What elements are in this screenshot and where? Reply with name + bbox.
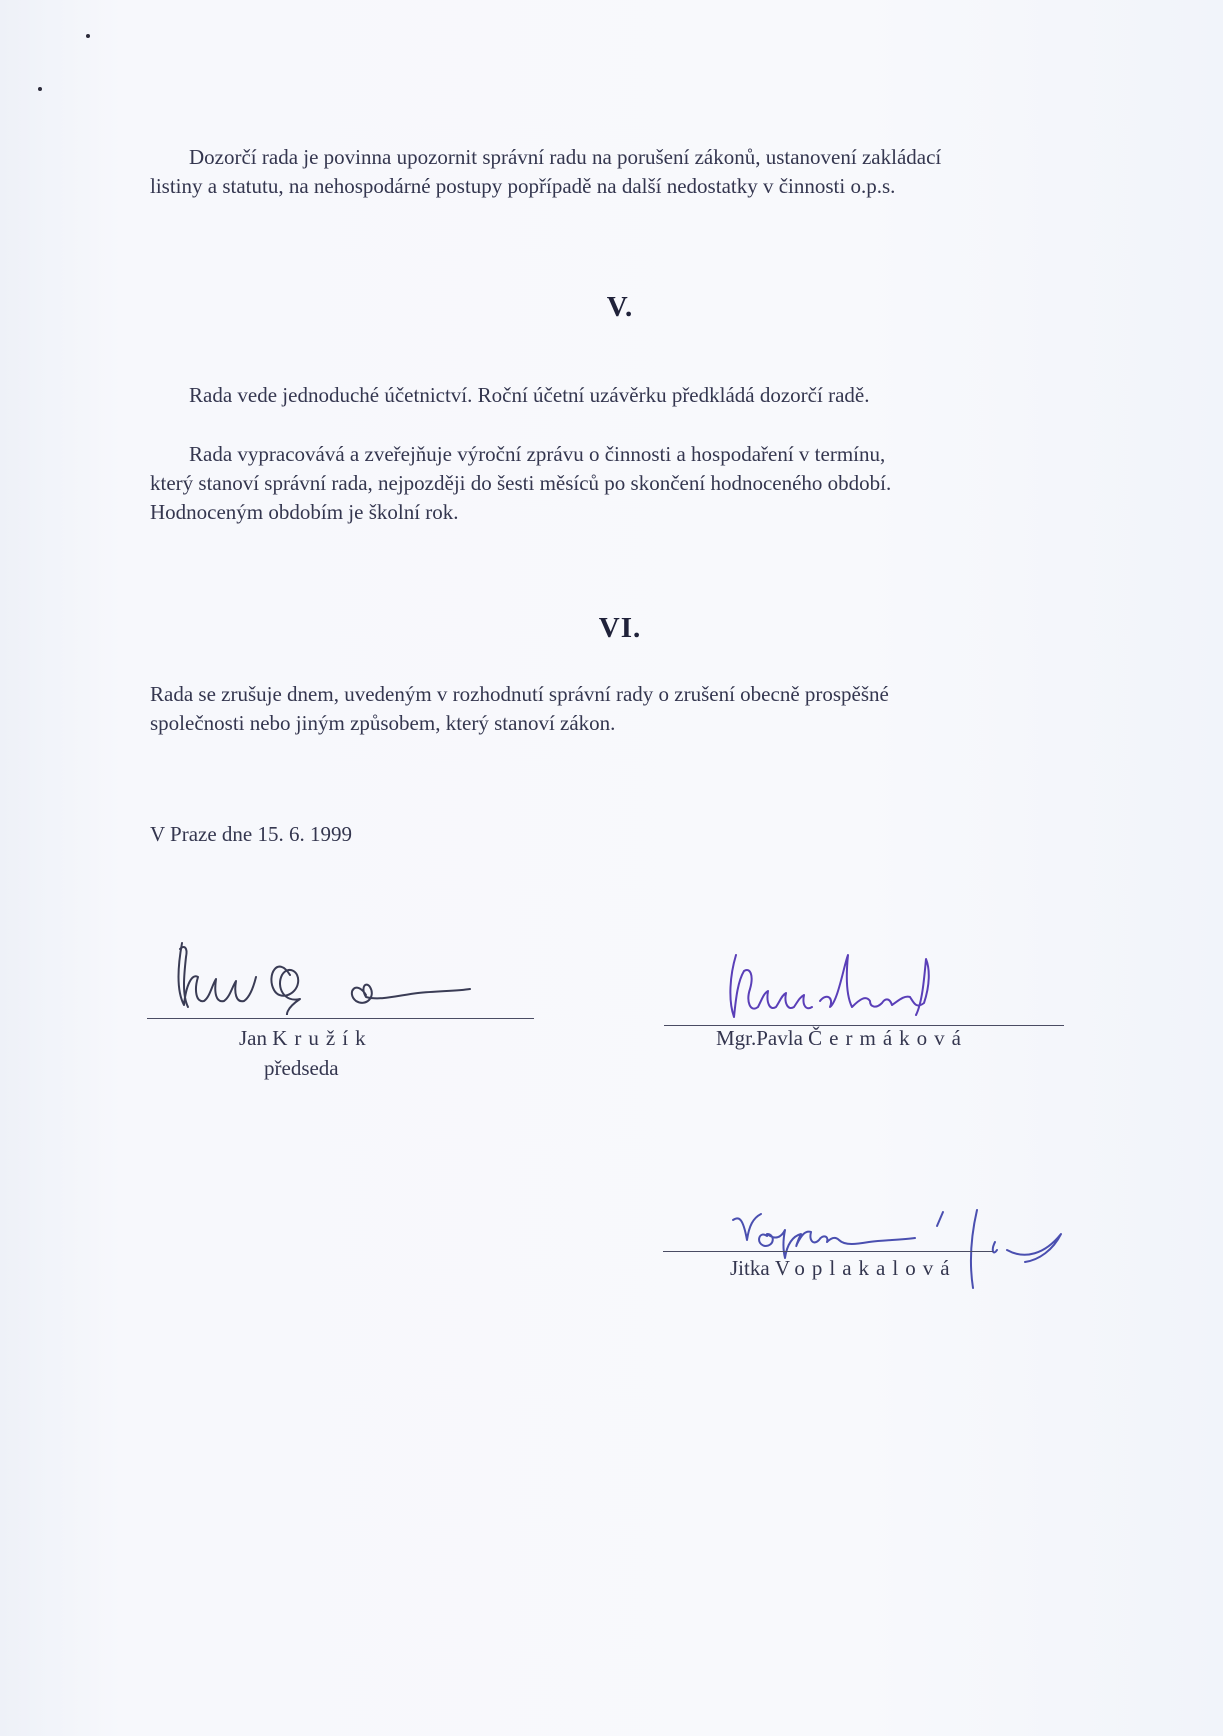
section-heading-vi: VI.: [598, 612, 642, 644]
signatory-role: předseda: [264, 1056, 339, 1080]
scan-speck: [86, 34, 90, 38]
signatory-first-name: Jan: [239, 1026, 267, 1050]
signatory-last-name: Voplakalová: [774, 1256, 957, 1280]
text-line: Hodnoceným obdobím je školní rok.: [150, 500, 459, 524]
text-line: Rada vypracovává a zveřejňuje výroční zprávu o činnosti a hospodaření v termínu,: [189, 442, 886, 466]
paragraph-annual-report: [150, 440, 891, 527]
text-line: Rada vede jednoduché účetnictví. Roční účetní uzávěrku předkládá dozorčí radě.: [189, 383, 870, 407]
paragraph-supervisory-duties: [150, 143, 941, 201]
text-line: Dozorčí rada je povinna upozornit správní radu na porušení zákonů, ustanovení zakládací: [189, 145, 942, 169]
signature-line: [663, 1251, 993, 1252]
signatory-name: [730, 1256, 957, 1281]
text-line: listiny a statutu, na nehospodárné postupy popřípadě na další nedostatky v činnosti o.p.s.: [150, 174, 896, 198]
signatory-first-name: Mgr.Pavla: [716, 1026, 803, 1050]
signature-line: [147, 1018, 534, 1019]
text-line: Rada se zrušuje dnem, uvedeným v rozhodnutí správní rady o zrušení obecně prospěšné: [150, 682, 889, 706]
scan-speck: [38, 87, 42, 91]
text-line: který stanoví správní rada, nejpozději do šesti měsíců po skončení hodnoceného období.: [150, 471, 892, 495]
signatory-last-name: Čermáková: [808, 1026, 968, 1050]
signature-kruzik: [170, 935, 480, 1015]
signatory-name: [716, 1026, 968, 1051]
signatory-last-name: Kružík: [272, 1026, 373, 1050]
paragraph-accounting: [150, 381, 869, 410]
signatory-first-name: Jitka: [730, 1256, 770, 1280]
paragraph-dissolution: [150, 680, 889, 738]
text-line: společnosti nebo jiným způsobem, který stanoví zákon.: [150, 711, 616, 735]
section-heading-v: V.: [606, 291, 634, 323]
signature-cermakova: [720, 945, 940, 1025]
place-and-date: V Praze dne 15. 6. 1999: [150, 822, 352, 846]
signatory-name: [239, 1026, 373, 1051]
